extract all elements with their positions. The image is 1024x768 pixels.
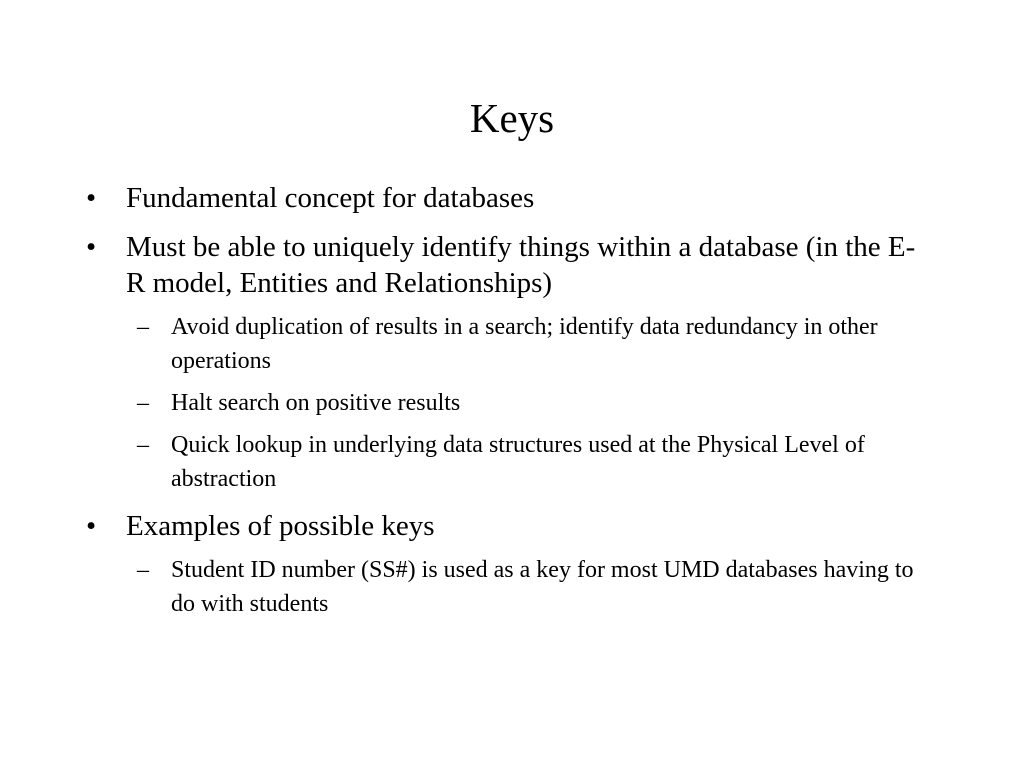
dash-icon: – — [137, 314, 149, 340]
sub-item — [86, 553, 956, 621]
bullet-text: Must be able to uniquely identify things within a database (in the E-R model, Entities and Relationships) — [126, 231, 916, 299]
bullet-icon: • — [86, 231, 97, 263]
sub-item-text: Student ID number (SS#) is used as a key for most UMD databases having to do with students — [171, 557, 914, 617]
dash-icon: – — [137, 557, 149, 583]
sub-item — [86, 428, 956, 496]
sub-item — [86, 386, 956, 420]
sub-item — [86, 310, 956, 378]
dash-icon: – — [137, 432, 149, 458]
sub-item-text: Quick lookup in underlying data structures used at the Physical Level of abstraction — [171, 432, 865, 492]
sub-list-3 — [86, 553, 956, 621]
slide-title: Keys — [469, 95, 555, 141]
sub-list-2 — [86, 310, 956, 496]
bullet-item-1 — [86, 180, 956, 216]
bullet-icon: • — [86, 510, 97, 542]
dash-icon: – — [137, 390, 149, 416]
bullet-icon: • — [86, 182, 97, 214]
bullet-text: Fundamental concept for databases — [126, 182, 535, 214]
bullet-item-3 — [86, 508, 956, 544]
sub-item-text: Halt search on positive results — [171, 390, 461, 416]
bullet-text: Examples of possible keys — [126, 510, 435, 542]
bullet-item-2 — [86, 229, 956, 301]
sub-item-text: Avoid duplication of results in a search; identify data redundancy in other operations — [171, 314, 878, 374]
slide-content — [86, 180, 956, 633]
